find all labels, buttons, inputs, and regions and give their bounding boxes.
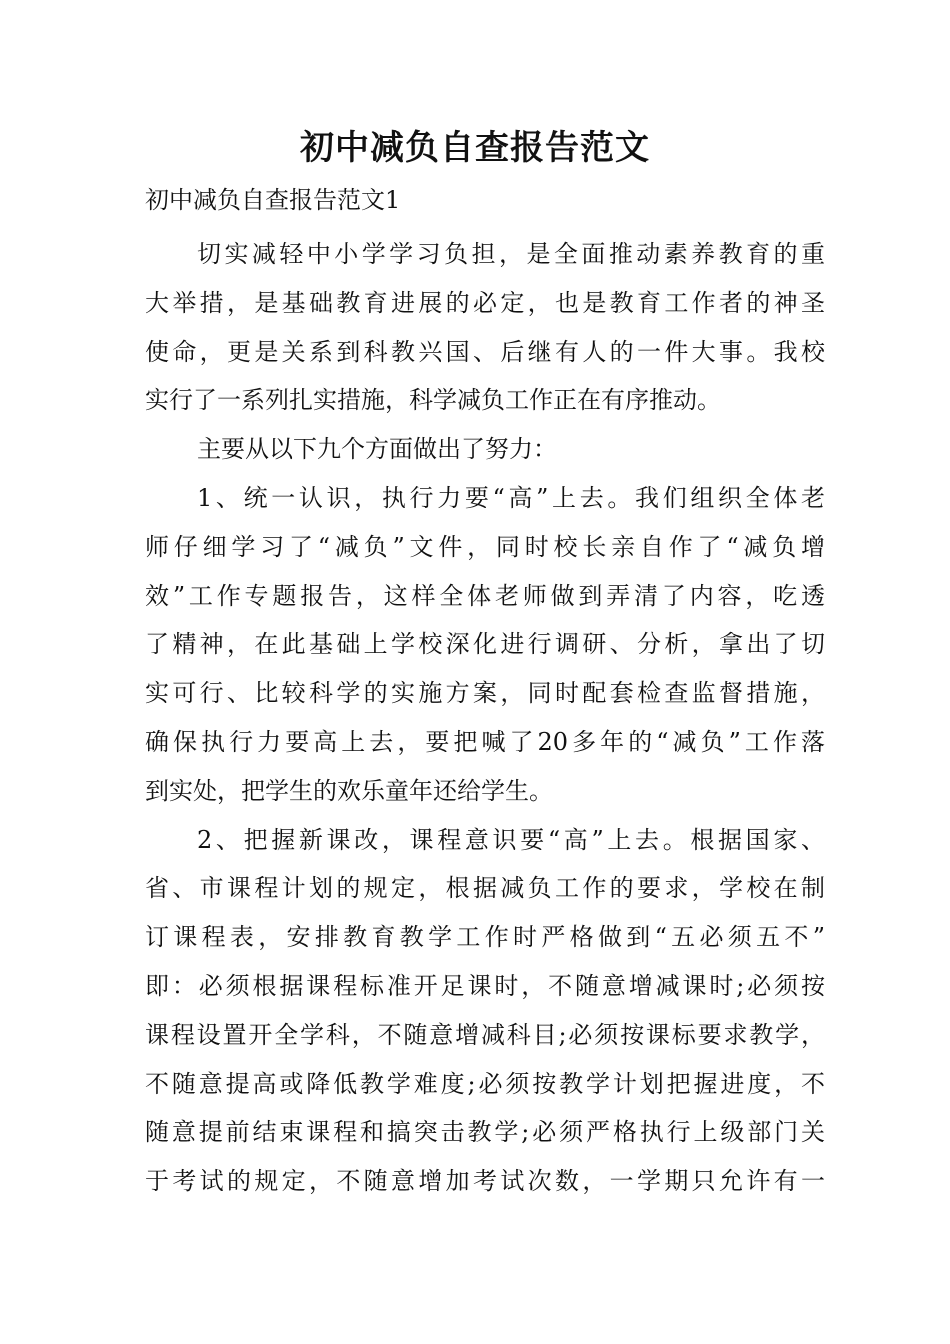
text-line: 确保执行力要高上去，要把喊了20多年的“减负”工作落 (145, 727, 825, 756)
document-title: 初中减负自查报告范文 (300, 128, 650, 168)
text-line: 不随意提高或降低教学难度;必须按教学计划把握进度，不 (145, 1069, 825, 1098)
text-line: 使命，更是关系到科教兴国、后继有人的一件大事。我校 (145, 337, 825, 366)
text-line: 随意提前结束课程和搞突击教学;必须严格执行上级部门关 (145, 1118, 825, 1147)
text-line: 到实处，把学生的欢乐童年还给学生。 (145, 776, 553, 805)
text-line: 即：必须根据课程标准开足课时，不随意增减课时;必须按 (145, 971, 825, 1000)
section-heading: 初中减负自查报告范文1 (145, 186, 401, 214)
document-body (145, 230, 825, 1206)
text-line: 实行了一系列扎实措施，科学减负工作正在有序推动。 (145, 386, 721, 415)
text-line: 课程设置开全学科，不随意增减科目;必须按课标要求教学， (145, 1020, 825, 1049)
text-line: 大举措，是基础教育进展的必定，也是教育工作者的神圣 (145, 288, 825, 317)
text-line: 主要从以下九个方面做出了努力： (197, 435, 557, 464)
text-line: 效”工作专题报告，这样全体老师做到弄清了内容，吃透 (145, 581, 825, 610)
text-line: 师仔细学习了“减负”文件，同时校长亲自作了“减负增 (145, 532, 825, 561)
text-line: 订课程表，安排教育教学工作时严格做到“五必须五不” (145, 923, 825, 952)
text-line: 实可行、比较科学的实施方案，同时配套检查监督措施， (145, 679, 825, 708)
text-line: 省、市课程计划的规定，根据减负工作的要求，学校在制 (145, 874, 825, 903)
text-line: 了精神，在此基础上学校深化进行调研、分析，拿出了切 (145, 630, 825, 659)
text-line: 2、把握新课改，课程意识要“高”上去。根据国家、 (197, 825, 825, 854)
text-line: 切实减轻中小学学习负担，是全面推动素养教育的重 (197, 240, 825, 268)
text-line: 1、统一认识，执行力要“高”上去。我们组织全体老 (197, 483, 825, 512)
text-line: 于考试的规定，不随意增加考试次数，一学期只允许有一 (145, 1167, 825, 1196)
